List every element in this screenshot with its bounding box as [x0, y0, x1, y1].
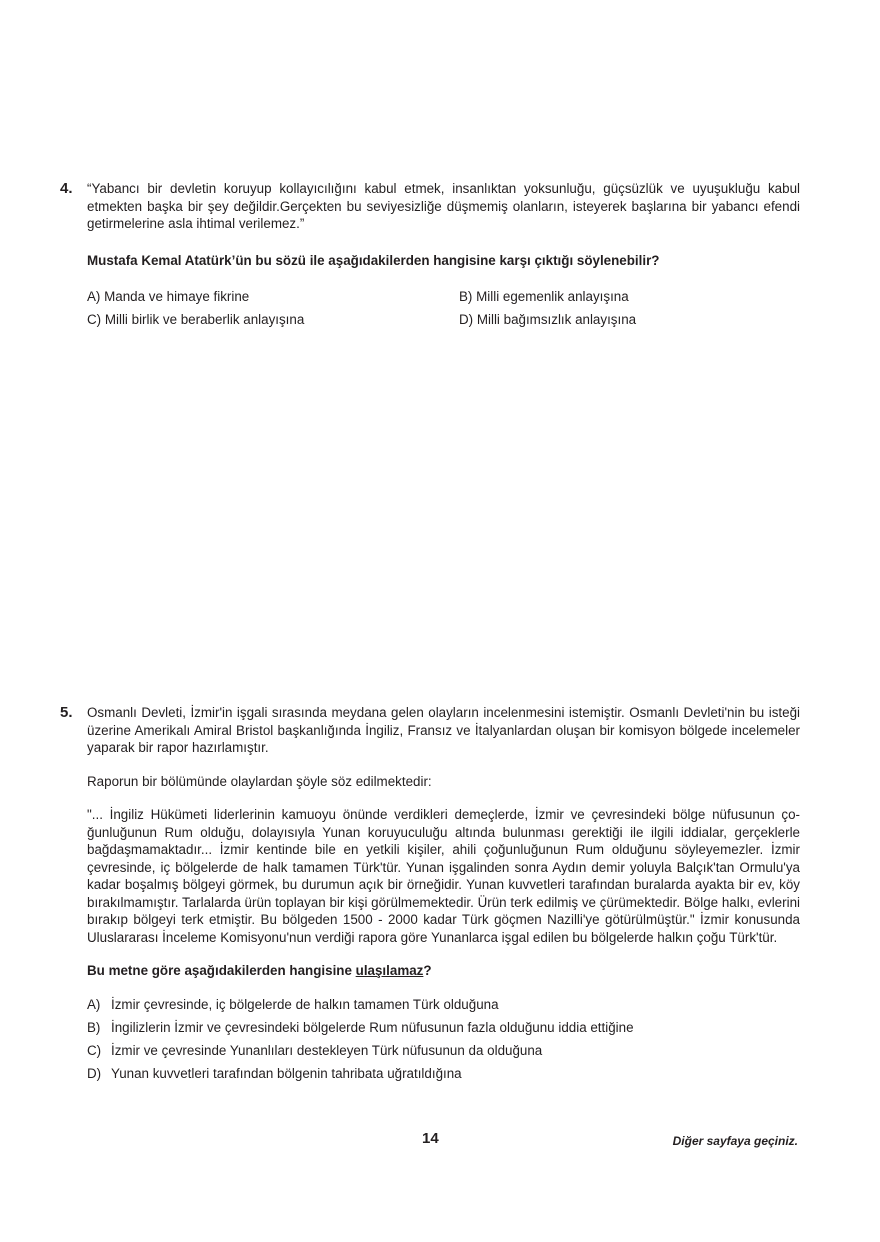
page-number: 14 [422, 1130, 439, 1147]
option-text: İzmir ve çevresinde Yunanlıları destekleyen Türk nüfusunun da olduğuna [111, 1042, 543, 1058]
option-d[interactable]: D) Milli bağımsızlık anlayışına [459, 312, 637, 327]
question-stem: Mustafa Kemal Atatürk’ün bu sözü ile aşağıdakilerden hangisine karşı çıktığı söylenebilir? [87, 252, 660, 268]
question-lead: Raporun bir bölümünde olaylardan şöyle söz edilmektedir: [87, 773, 432, 789]
question-stem [87, 962, 800, 980]
question-number: 5. [60, 704, 73, 721]
option-letter: C) [87, 1042, 102, 1058]
question-quote: “Yabancı bir devletin koruyup kollayıcılığını kabul etmek, insanlıktan yoksunluğu, güçsüzlük ve uyuşukluğu kabul etmekten başka bir şey değildir.Gerçekten bu seviyesizliğe düşmemiş olanların, isteyerek başlarına bir yabancı efendi getirmelerine asla ihtimal verilemez.” [87, 181, 800, 231]
stem-text: Bu metne göre aşağıdakilerden hangisine [87, 963, 356, 978]
question-5 [60, 704, 800, 1088]
option-c[interactable] [87, 1042, 800, 1065]
option-letter: D) [87, 1065, 102, 1081]
option-letter: A) [87, 996, 101, 1012]
option-d[interactable] [87, 1065, 800, 1088]
option-a[interactable] [87, 996, 800, 1019]
next-page-note: Diğer sayfaya geçiniz. [672, 1134, 798, 1148]
option-text: Yunan kuvvetleri tarafından bölgenin tahribata uğratıldığına [111, 1065, 462, 1081]
option-text: İzmir çevresinde, iç bölgelerde de halkın tamamen Türk olduğuna [111, 996, 499, 1012]
options-list [87, 996, 800, 1088]
report-quote: "... İngiliz Hükümeti liderlerinin kamuoyu önünde verdikleri demeçlerde, İzmir ve çevresindeki bölge nüfusunun ço-ğunluğunun Rum olduğu, dolayısıyla Yunan koruyuculuğu altında bulunması gerektiği ile ilgili iddialar, gerçeklerle bağdaşmamaktadır... İzmir kentinde bile en yetkili kişiler, ahili çoğunluğunun Rum olduğunu söyleyemezler. İzmir çevresinde, iç bölgelerde de halk tamamen Türk'tür. Yunan işgalinden sonra Aydın demir yoluyla Balçık'tan Ormulu'ya kadar boşalmış bölgeyi görmek, bu durumun açık bir örneğidir. Yunan kuvvetleri tarafından buralarda ayakta bir ev, köy bırakılmamıştır. Tarlalarda ürün toplayan bir kişi görülmemektedir. Ürün terk edilmiş ve çürümektedir. Bölge halkı, evlerini bırakıp bölgeyi terk etmiştir. Bu bölgeden 1500 - 2000 kadar Türk göçmen Nazilli'ye götürülmüştür." İzmir konusunda Uluslararası İnceleme Komisyonu'nun verdiği rapora göre Yunanlarca işgal edilen bu bölgelerde halkın çoğu Türk'tür. [87, 807, 800, 945]
question-intro: Osmanlı Devleti, İzmir'in işgali sırasında meydana gelen olayların incelenmesini istemiştir. Osmanlı Devleti'nin bu isteği üzerine Amerikalı Amiral Bristol başkanlığında İngiliz, Fransız ve İtalyanlardan oluşan bir komisyon bölgede incelemeler yaparak bir rapor hazırlamıştır. [87, 705, 800, 755]
stem-underlined: ulaşılamaz [355, 963, 424, 978]
option-c[interactable]: C) Milli birlik ve beraberlik anlayışına [87, 312, 305, 327]
option-b[interactable] [87, 1019, 800, 1042]
option-a[interactable]: A) Manda ve himaye fikrine [87, 289, 250, 304]
option-letter: B) [87, 1019, 101, 1035]
question-number: 4. [60, 180, 73, 197]
option-text: İngilizlerin İzmir ve çevresindeki bölgelerde Rum nüfusunun fazla olduğunu iddia ettiğine [111, 1019, 634, 1035]
question-4 [60, 180, 800, 348]
stem-end: ? [423, 963, 432, 978]
option-b[interactable]: B) Milli egemenlik anlayışına [459, 289, 629, 304]
